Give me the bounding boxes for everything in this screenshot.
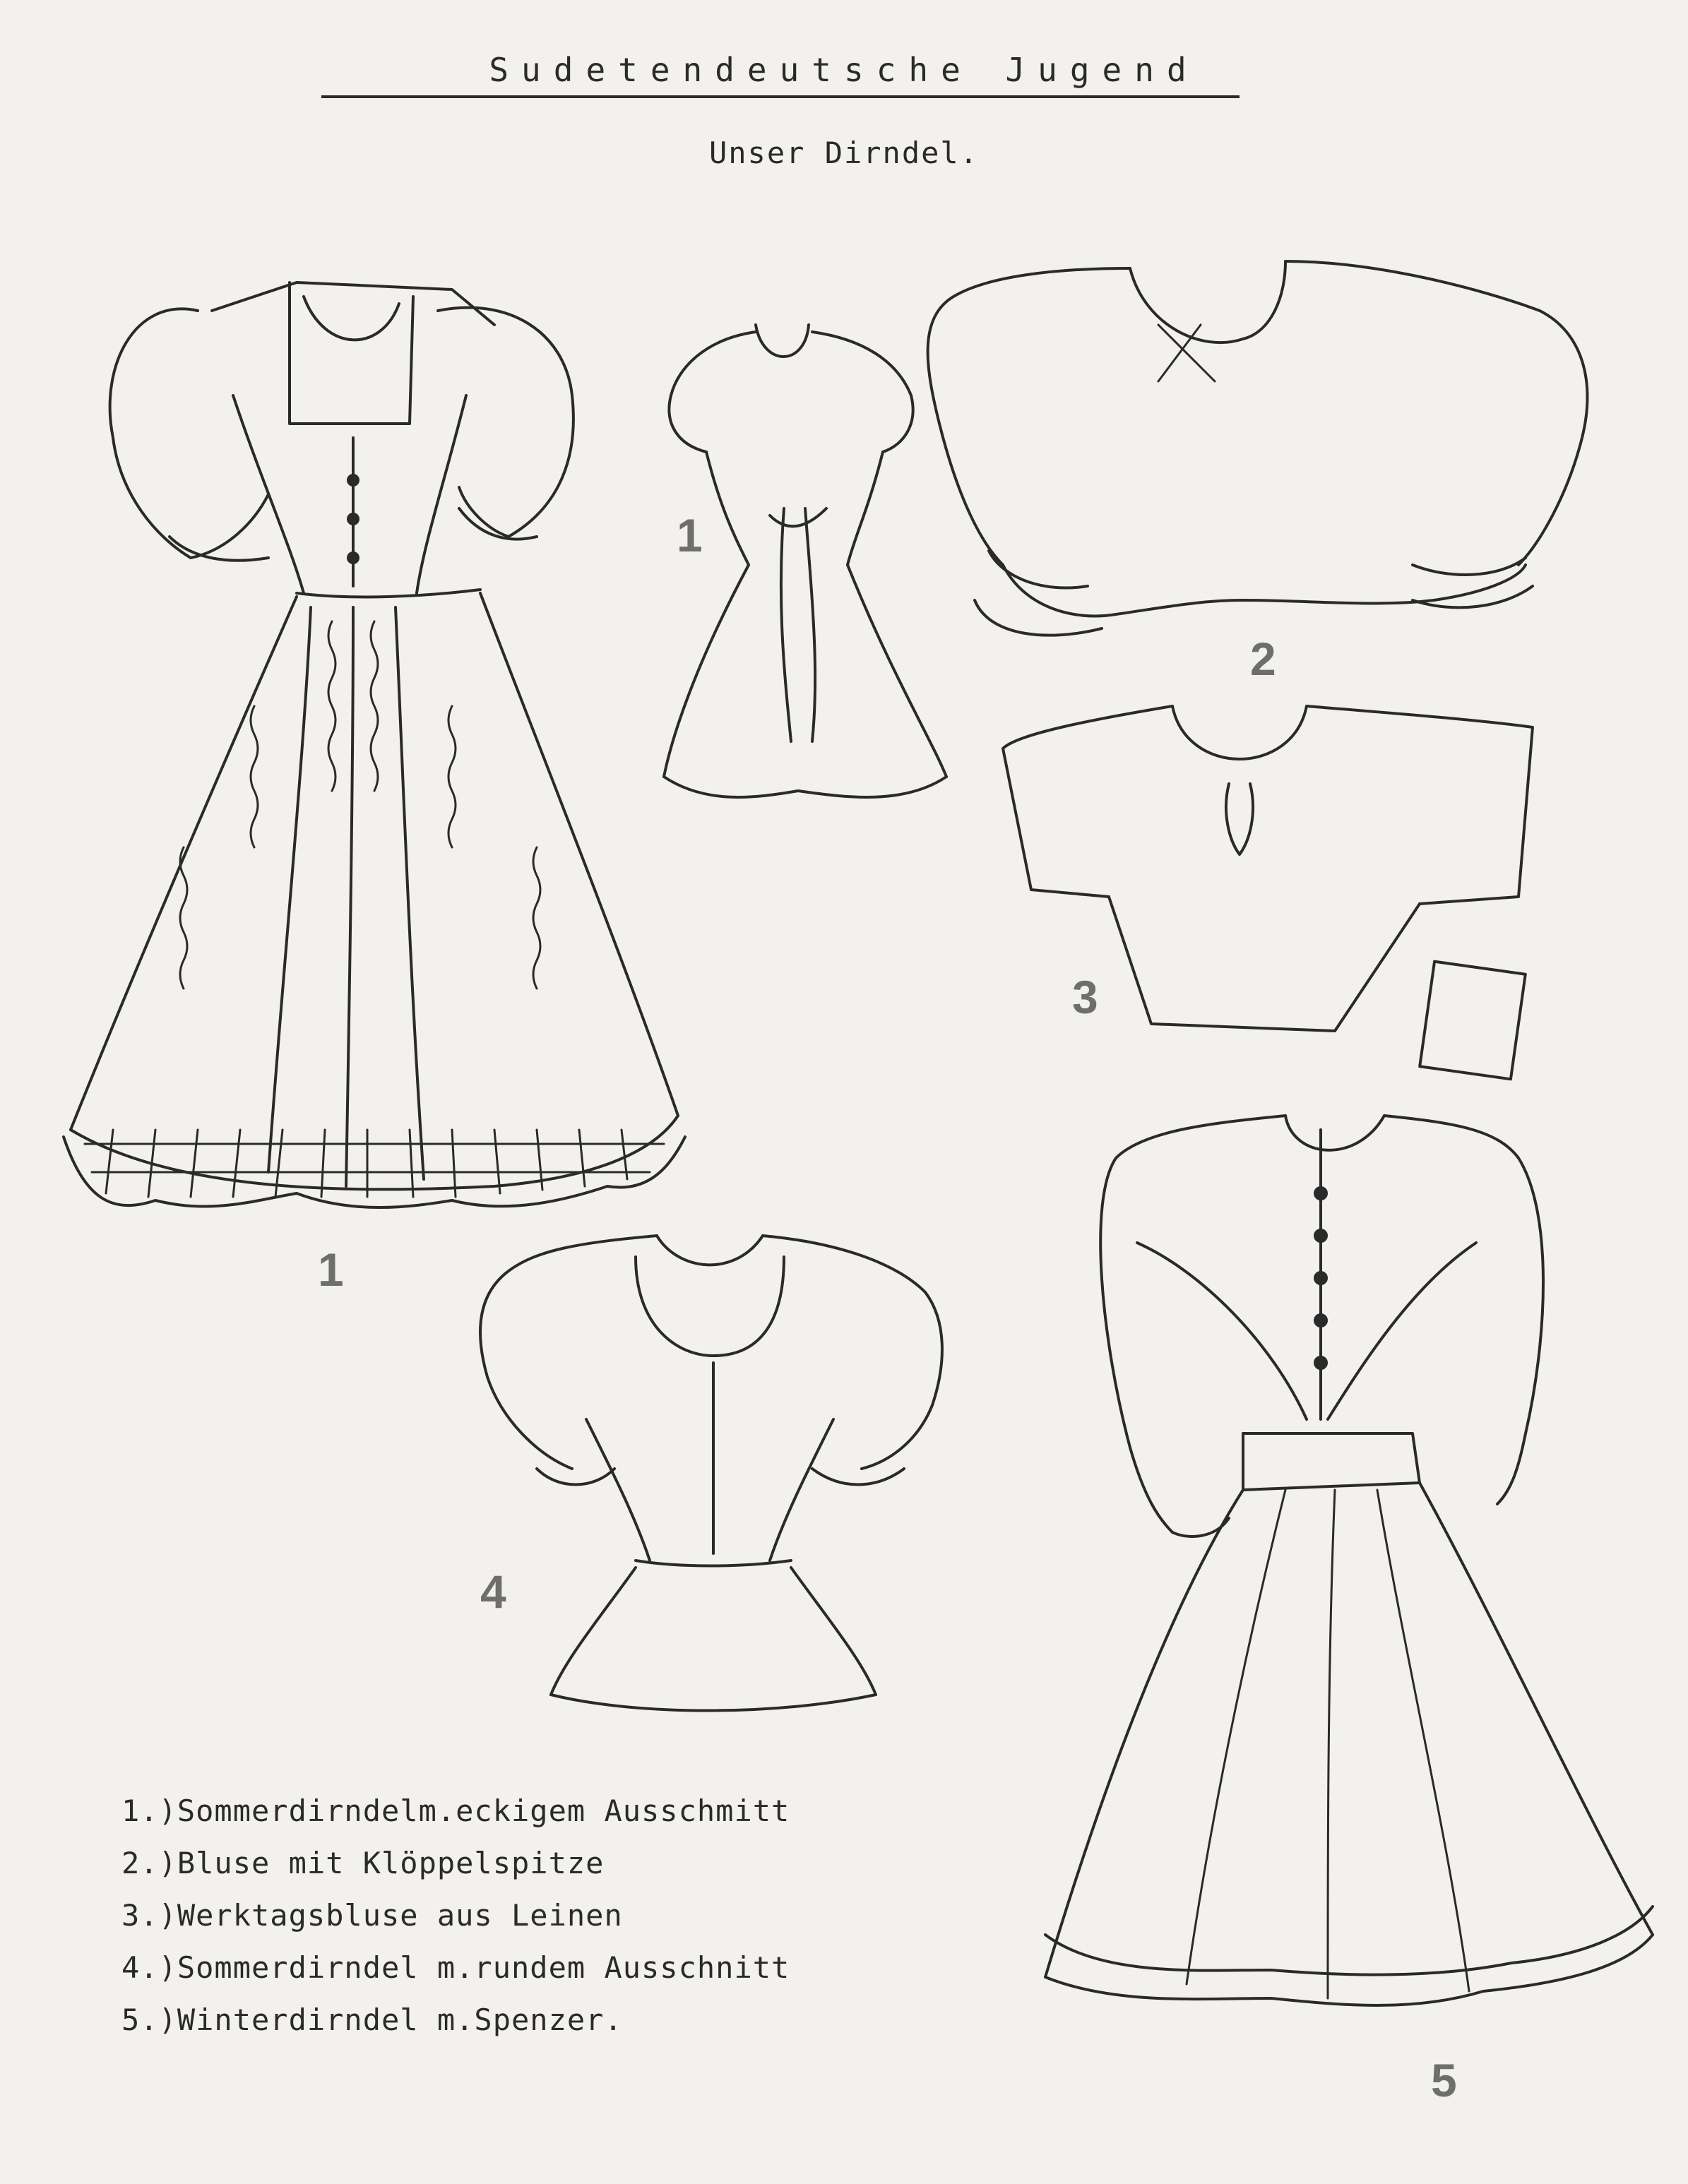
- legend-item: 2.)Bluse mit Klöppelspitze: [121, 1846, 605, 1880]
- legend: [121, 1785, 790, 2046]
- legend-item: 3.)Werktagsbluse aus Leinen: [121, 1898, 623, 1933]
- legend-item: 1.)Sommerdirndelm.eckigem Ausschmitt: [121, 1794, 790, 1828]
- dirndl-square-neck-illustration: [64, 282, 685, 1207]
- figure-number: 3: [1072, 971, 1098, 1023]
- legend-item: 5.)Winterdirndel m.Spenzer.: [121, 2003, 623, 2037]
- figure-number: 5: [1431, 2054, 1457, 2106]
- figure-number: 4: [480, 1565, 506, 1618]
- small-dirndl-sketch-illustration: [664, 325, 946, 797]
- figure-number: 2: [1250, 633, 1276, 685]
- figure-number: 1: [677, 509, 703, 561]
- winter-dirndl-spenzer-illustration: [1045, 1116, 1653, 2005]
- legend-item: 4.)Sommerdirndel m.rundem Ausschnitt: [121, 1950, 790, 1985]
- dirndl-round-neck-illustration: [480, 1236, 942, 1711]
- page-title: Sudetendeutsche Jugend: [489, 51, 1199, 89]
- figure-number: 1: [318, 1243, 344, 1296]
- page-subtitle: Unser Dirndel.: [708, 136, 979, 170]
- blouse-lace-illustration: [928, 261, 1588, 635]
